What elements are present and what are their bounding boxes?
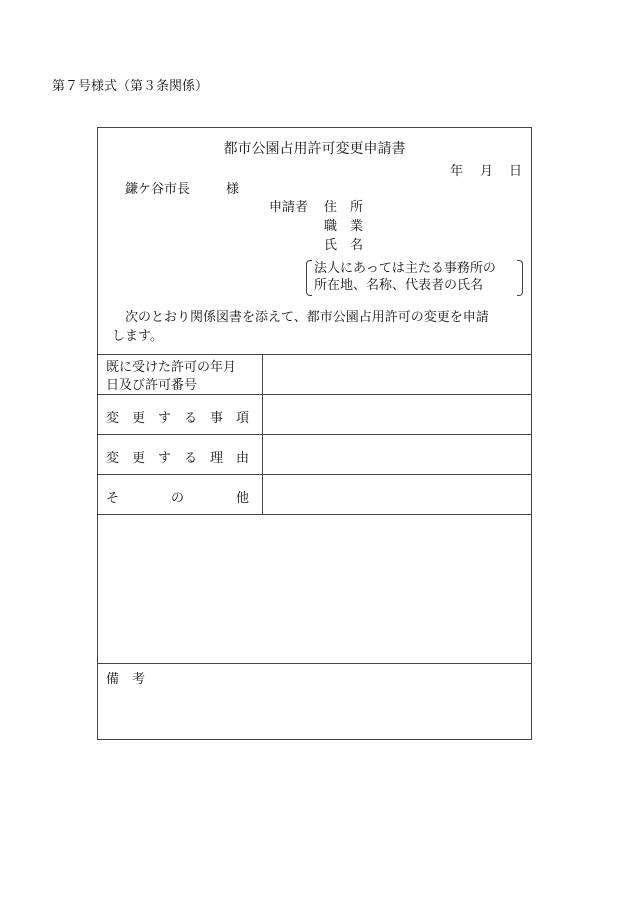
form-title: 都市公園占用許可変更申請書 [223, 141, 406, 157]
statement-line2: します。 [112, 329, 163, 344]
blank-area[interactable] [98, 515, 531, 663]
corp-note-line1: 法人にあっては主たる事務所の [314, 261, 496, 276]
change-reason-value-cell[interactable] [263, 435, 531, 474]
prior-permit-line2: 日及び許可番号 [106, 378, 198, 393]
occupation-label: 職 業 [324, 219, 364, 234]
honorific: 様 [226, 182, 240, 197]
date-year-label: 年 [450, 164, 464, 179]
date-day-label: 日 [509, 164, 523, 179]
address-label: 住 所 [324, 200, 364, 215]
other-value-cell[interactable] [263, 475, 531, 514]
prior-permit-value-cell[interactable] [263, 355, 531, 394]
row-change-items: 変 更 す る 事 項 [106, 411, 250, 426]
applicant-label: 申請者 [269, 200, 309, 215]
form-number-label: 第７号様式（第３条関係） [52, 79, 209, 94]
remarks-area[interactable] [98, 664, 531, 739]
application-form [97, 127, 532, 740]
row-prior-permit [106, 359, 236, 395]
corp-note-line2: 所在地、名称、代表者の氏名 [314, 278, 484, 293]
addressee: 鎌ケ谷市長 [125, 182, 191, 197]
statement-line1: 次のとおり関係図書を添えて、都市公園占用許可の変更を申請 [125, 310, 489, 325]
prior-permit-line1: 既に受けた許可の年月 [106, 360, 237, 375]
bracket-left [306, 260, 312, 296]
change-items-value-cell[interactable] [263, 395, 531, 434]
row-change-reason: 変 更 す る 理 由 [106, 451, 250, 466]
date-month-label: 月 [480, 164, 494, 179]
remarks-label: 備 考 [106, 672, 146, 687]
name-label: 氏 名 [324, 238, 364, 253]
row-other: そ の 他 [106, 491, 250, 506]
bracket-right [517, 260, 523, 296]
